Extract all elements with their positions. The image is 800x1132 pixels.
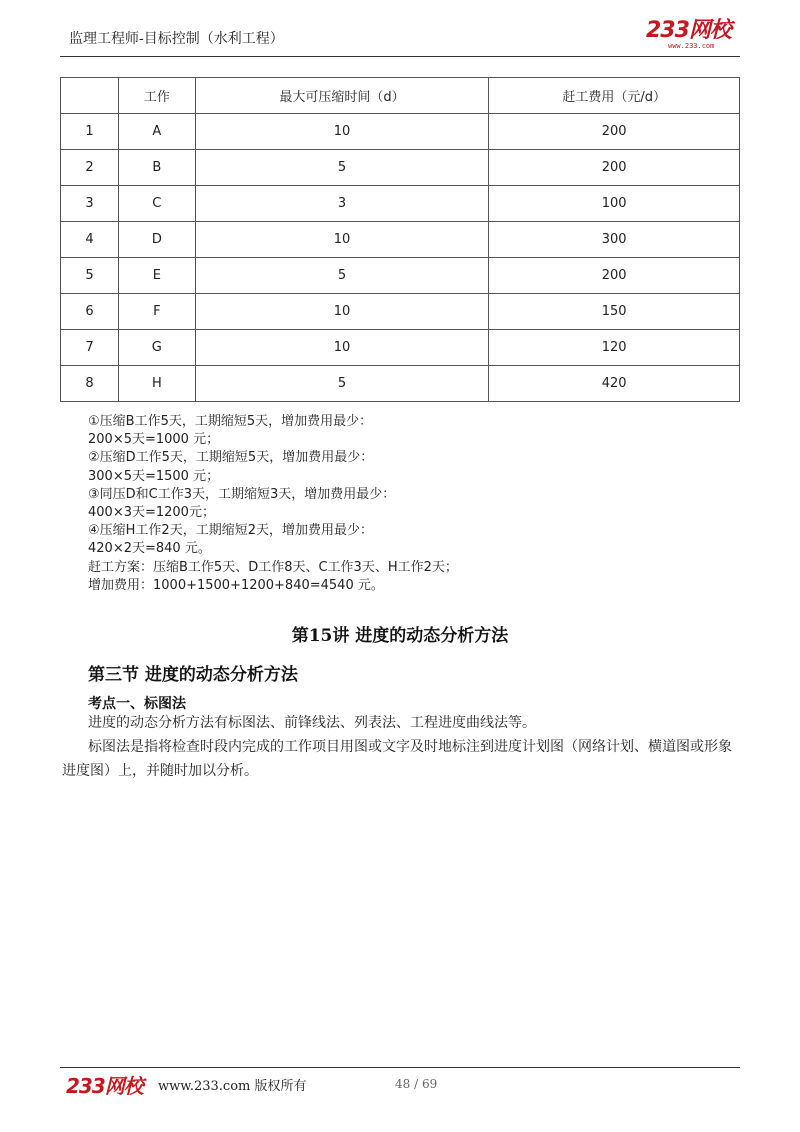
table-cell: 120 [489, 330, 740, 366]
table-row [61, 366, 740, 402]
table-cell: G [118, 330, 195, 366]
note-line: 增加费用：1000+1500+1200+840=4540 元。 [88, 577, 384, 593]
table-cell: 10 [195, 222, 489, 258]
table-cell: H [118, 366, 195, 402]
table-cell: 3 [195, 186, 489, 222]
table-header-cell [61, 78, 119, 114]
table-cell: 10 [195, 294, 489, 330]
note-line: 200×5天=1000 元； [88, 432, 220, 448]
footer-divider [60, 1067, 740, 1068]
section-title: 第三节 进度的动态分析方法 [88, 665, 298, 685]
table-cell: C [118, 186, 195, 222]
table-cell: A [118, 114, 195, 150]
table-cell: 7 [61, 330, 119, 366]
brand-logo [646, 20, 736, 50]
table-cell: 5 [195, 258, 489, 294]
table-cell: E [118, 258, 195, 294]
table-cell: 1 [61, 114, 119, 150]
note-line: ②压缩D工作5天，工期缩短5天，增加费用最少： [88, 450, 374, 466]
brand-logo-url: www.233.com [668, 42, 715, 50]
table-cell: F [118, 294, 195, 330]
table-cell: 420 [489, 366, 740, 402]
table-row [61, 114, 740, 150]
table-header-cell: 赶工费用（元/d） [489, 78, 740, 114]
header-divider [60, 56, 740, 57]
table-row [61, 258, 740, 294]
table-cell: 100 [489, 186, 740, 222]
note-line: ③同压D和C工作3天，工期缩短3天，增加费用最少： [88, 486, 396, 502]
table-cell: D [118, 222, 195, 258]
table-cell: B [118, 150, 195, 186]
table-cell: 5 [195, 366, 489, 402]
table-row [61, 150, 740, 186]
crash-cost-table [60, 77, 740, 402]
note-line: 420×2天=840 元。 [88, 541, 211, 557]
table-row [61, 294, 740, 330]
note-line: ①压缩B工作5天，工期缩短5天，增加费用最少： [88, 414, 373, 429]
lecture-title: 第15讲 进度的动态分析方法 [291, 626, 509, 646]
table-header-row [61, 78, 740, 114]
table-row [61, 186, 740, 222]
table-row [61, 330, 740, 366]
table-header-cell: 最大可压缩时间（d） [195, 78, 489, 114]
brand-logo-text: 233网校 [646, 18, 731, 43]
table-cell: 150 [489, 294, 740, 330]
document-header-title: 监理工程师-目标控制（水利工程） [69, 31, 284, 47]
paragraph: 进度的动态分析方法有标图法、前锋线法、列表法、工程进度曲线法等。 [88, 715, 536, 731]
paragraph: 标图法是指将检查时段内完成的工作项目用图或文字及时地标注到进度计划图（网络计划、横道图或形象进度图）上，并随时加以分析。 [62, 739, 732, 779]
table-cell: 3 [61, 186, 119, 222]
table-cell: 10 [195, 330, 489, 366]
table-cell: 200 [489, 114, 740, 150]
page-number: 48 / 69 [395, 1077, 438, 1091]
table-cell: 8 [61, 366, 119, 402]
note-line: 400×3天=1200元； [88, 505, 215, 521]
table-cell: 2 [61, 150, 119, 186]
footer-logo: 233网校 [66, 1074, 143, 1098]
table-cell: 4 [61, 222, 119, 258]
solution-notes [88, 413, 458, 595]
note-line: 300×5天=1500 元； [88, 468, 220, 484]
table-cell: 200 [489, 258, 740, 294]
table-cell: 300 [489, 222, 740, 258]
table-cell: 5 [195, 150, 489, 186]
table-header-cell: 工作 [118, 78, 195, 114]
table-row [61, 222, 740, 258]
footer-copyright: www.233.com 版权所有 [158, 1079, 307, 1094]
note-line: 赶工方案：压缩B工作5天、D工作8天、C工作3天、H工作2天； [88, 559, 458, 575]
table-cell: 10 [195, 114, 489, 150]
table-cell: 6 [61, 294, 119, 330]
table-cell: 5 [61, 258, 119, 294]
note-line: ④压缩H工作2天，工期缩短2天，增加费用最少： [88, 523, 373, 539]
point-title: 考点一、标图法 [88, 696, 186, 712]
table-cell: 200 [489, 150, 740, 186]
